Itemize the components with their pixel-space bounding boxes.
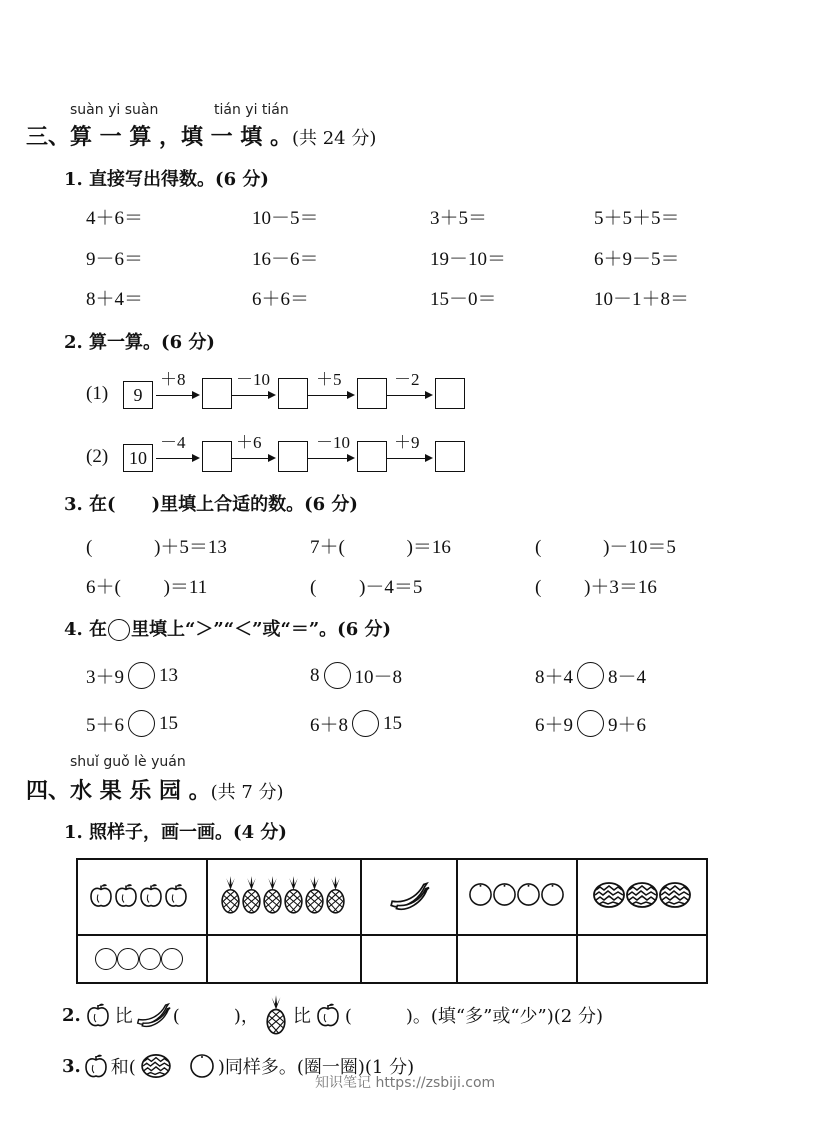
compare-circle[interactable]: [324, 662, 351, 689]
apple-icon: [116, 884, 136, 906]
banana-icon: [391, 883, 429, 909]
chain-start-box: 10: [123, 444, 153, 472]
orange-icon[interactable]: [188, 1052, 216, 1080]
arrow: [308, 395, 353, 396]
chain-index: (1): [86, 383, 109, 404]
watermelon-cell: [577, 859, 707, 935]
equation: 9－6＝: [86, 249, 144, 270]
apple-icon: [83, 1052, 109, 1080]
sample-circles: [78, 948, 206, 970]
s4-q2-paren1[interactable]: ( )，: [172, 1006, 259, 1027]
answer-box[interactable]: [278, 441, 308, 472]
s4-q3-tail: )同样多。(圈一圈)(1 分): [217, 1057, 415, 1078]
arrow: [308, 458, 353, 459]
comparison-item: [535, 662, 646, 689]
comparison-item: [535, 710, 646, 737]
section3-points: (共 24 分): [291, 128, 377, 149]
equation: 10－1＋8＝: [594, 289, 690, 310]
fill-blank-equation[interactable]: 7＋( )＝16: [310, 537, 451, 558]
q4-label-b: 里填上“＞”“＜”或“＝”。(6 分): [131, 619, 392, 640]
comparison-right: 8－4: [608, 667, 647, 688]
watermelon-group: [578, 860, 706, 930]
comparison-left: 8: [310, 664, 320, 686]
q3-label: 3. 在( )里填上合适的数。(6 分): [64, 494, 358, 515]
s4-q2-bi1: 比: [114, 1006, 133, 1027]
orange-icon: [518, 884, 539, 905]
arrow: [387, 395, 431, 396]
answer-box[interactable]: [202, 441, 232, 472]
equation: 16－6＝: [252, 249, 319, 270]
equation: 4＋6＝: [86, 208, 144, 229]
q1-label: 1. 直接写出得数。(6 分): [64, 169, 269, 190]
answer-box[interactable]: [357, 441, 387, 472]
watermelon-icon: [660, 883, 690, 907]
section3-pinyin-b: tián yi tián: [214, 102, 289, 118]
chain-operation: －2: [394, 370, 420, 389]
compare-circle[interactable]: [577, 710, 604, 737]
s4-q1-label: 1. 照样子，画一画。(4 分): [64, 822, 287, 843]
circle-icon: [95, 948, 117, 970]
section3-title: 三、算 一 算 ，填 一 填 。: [26, 124, 292, 150]
arrow: [232, 395, 274, 396]
chain-start-box: 9: [123, 381, 153, 409]
chain-operation: ＋9: [394, 433, 420, 452]
answer-box[interactable]: [202, 378, 232, 409]
pineapple-icon: [285, 876, 302, 913]
orange-icon: [470, 884, 491, 905]
pineapple-icon: [264, 876, 281, 913]
apple-cell: [77, 859, 207, 935]
equation: 15－0＝: [430, 289, 497, 310]
equation: 6＋9－5＝: [594, 249, 680, 270]
apple-icon: [315, 1001, 341, 1029]
pineapple-icon: [222, 876, 239, 913]
comparison-item: [310, 662, 402, 689]
section3-heading: [26, 120, 376, 151]
chain-operation: ＋5: [316, 370, 342, 389]
fill-blank-equation[interactable]: ( )＋5＝13: [86, 537, 227, 558]
watermelon-icon: [594, 883, 624, 907]
pineapple-icon: [243, 876, 260, 913]
pineapple-group: [208, 860, 360, 930]
banana-answer-cell[interactable]: [361, 935, 457, 983]
fill-blank-equation[interactable]: ( )＋3＝16: [535, 577, 657, 598]
orange-cell: [457, 859, 577, 935]
comparison-right: 15: [383, 712, 403, 734]
section4-points: (共 7 分): [210, 782, 284, 803]
fill-blank-equation[interactable]: ( )－4＝5: [310, 577, 423, 598]
s4-q2-line: [62, 995, 603, 1035]
fill-blank-equation[interactable]: 6＋( )＝11: [86, 577, 208, 598]
chain-operation: －10: [316, 433, 350, 452]
arrow: [232, 458, 274, 459]
comparison-right: 10－8: [354, 667, 403, 688]
equation: 10－5＝: [252, 208, 319, 229]
circle-icon: [139, 948, 161, 970]
circle-icon: [108, 619, 130, 641]
arrow: [387, 458, 431, 459]
banana-cell: [361, 859, 457, 935]
comparison-left: 6＋9: [535, 715, 574, 736]
watermark: 知识笔记 https://zsbiji.com: [315, 1075, 496, 1091]
compare-circle[interactable]: [577, 662, 604, 689]
arrow: [156, 395, 198, 396]
comparison-right: 9＋6: [608, 715, 647, 736]
fill-blank-equation[interactable]: ( )－10＝5: [535, 537, 676, 558]
comparison-left: 3＋9: [86, 667, 125, 688]
orange-icon: [542, 884, 563, 905]
comparison-item: [310, 710, 402, 737]
compare-circle[interactable]: [128, 710, 155, 737]
banana-icon: [135, 1001, 171, 1029]
orange-icon: [494, 884, 515, 905]
apple-icon: [85, 1001, 111, 1029]
pineapple-cell: [207, 859, 361, 935]
equation: 6＋6＝: [252, 289, 310, 310]
equation: 5＋5＋5＝: [594, 208, 680, 229]
apple-icon: [141, 884, 161, 906]
answer-box[interactable]: [278, 378, 308, 409]
chain-operation: ＋8: [160, 370, 186, 389]
s4-q2-bi2: 比: [292, 1006, 311, 1027]
arrow: [156, 458, 198, 459]
watermelon-icon: [627, 883, 657, 907]
section3-pinyin-a: suàn yi suàn: [70, 102, 159, 118]
banana-group: [362, 860, 456, 930]
circle-icon: [161, 948, 183, 970]
answer-box[interactable]: [435, 441, 465, 472]
s4-q3-num: 3.: [62, 1055, 81, 1077]
s4-q3-he: 和(: [110, 1057, 136, 1078]
section4-title: 四、水 果 乐 园 。: [26, 778, 211, 804]
equation: 8＋4＝: [86, 289, 144, 310]
compare-circle[interactable]: [352, 710, 379, 737]
compare-circle[interactable]: [128, 662, 155, 689]
watermelon-answer-cell[interactable]: [577, 935, 707, 983]
watermelon-icon[interactable]: [138, 1052, 174, 1080]
q4-label: [64, 615, 391, 641]
pineapple-icon: [327, 876, 344, 913]
pineapple-icon: [306, 876, 323, 913]
comparison-right: 13: [159, 664, 179, 686]
comparison-item: [86, 662, 178, 689]
comparison-left: 6＋8: [310, 715, 349, 736]
equation: 3＋5＝: [430, 208, 488, 229]
pineapple-answer-cell[interactable]: [207, 935, 361, 983]
fruit-table: [76, 858, 708, 984]
pineapple-icon: [263, 995, 289, 1035]
answer-box[interactable]: [435, 378, 465, 409]
comparison-right: 15: [159, 712, 179, 734]
comparison-left: 5＋6: [86, 715, 125, 736]
q4-label-a: 4. 在: [64, 619, 108, 640]
apple-icon: [166, 884, 186, 906]
section4-pinyin: shuǐ guǒ lè yuán: [70, 754, 186, 770]
s4-q2-paren2[interactable]: ( )。(填“多”或“少”)(2 分): [344, 1006, 603, 1027]
answer-box[interactable]: [357, 378, 387, 409]
apple-icon: [91, 884, 111, 906]
s4-q2-num: 2.: [62, 1004, 81, 1026]
comparison-item: [86, 710, 178, 737]
chain-index: (2): [86, 446, 109, 467]
chain-operation: －4: [160, 433, 186, 452]
apple-group: [78, 860, 206, 930]
chain-operation: ＋6: [236, 433, 262, 452]
comparison-left: 8＋4: [535, 667, 574, 688]
section4-heading: [26, 774, 284, 805]
q2-label: 2. 算一算。(6 分): [64, 332, 215, 353]
orange-group: [458, 860, 576, 930]
equation: 19－10＝: [430, 249, 507, 270]
orange-answer-cell[interactable]: [457, 935, 577, 983]
circle-icon: [117, 948, 139, 970]
chain-operation: －10: [236, 370, 270, 389]
sample-answer-cell: [77, 935, 207, 983]
